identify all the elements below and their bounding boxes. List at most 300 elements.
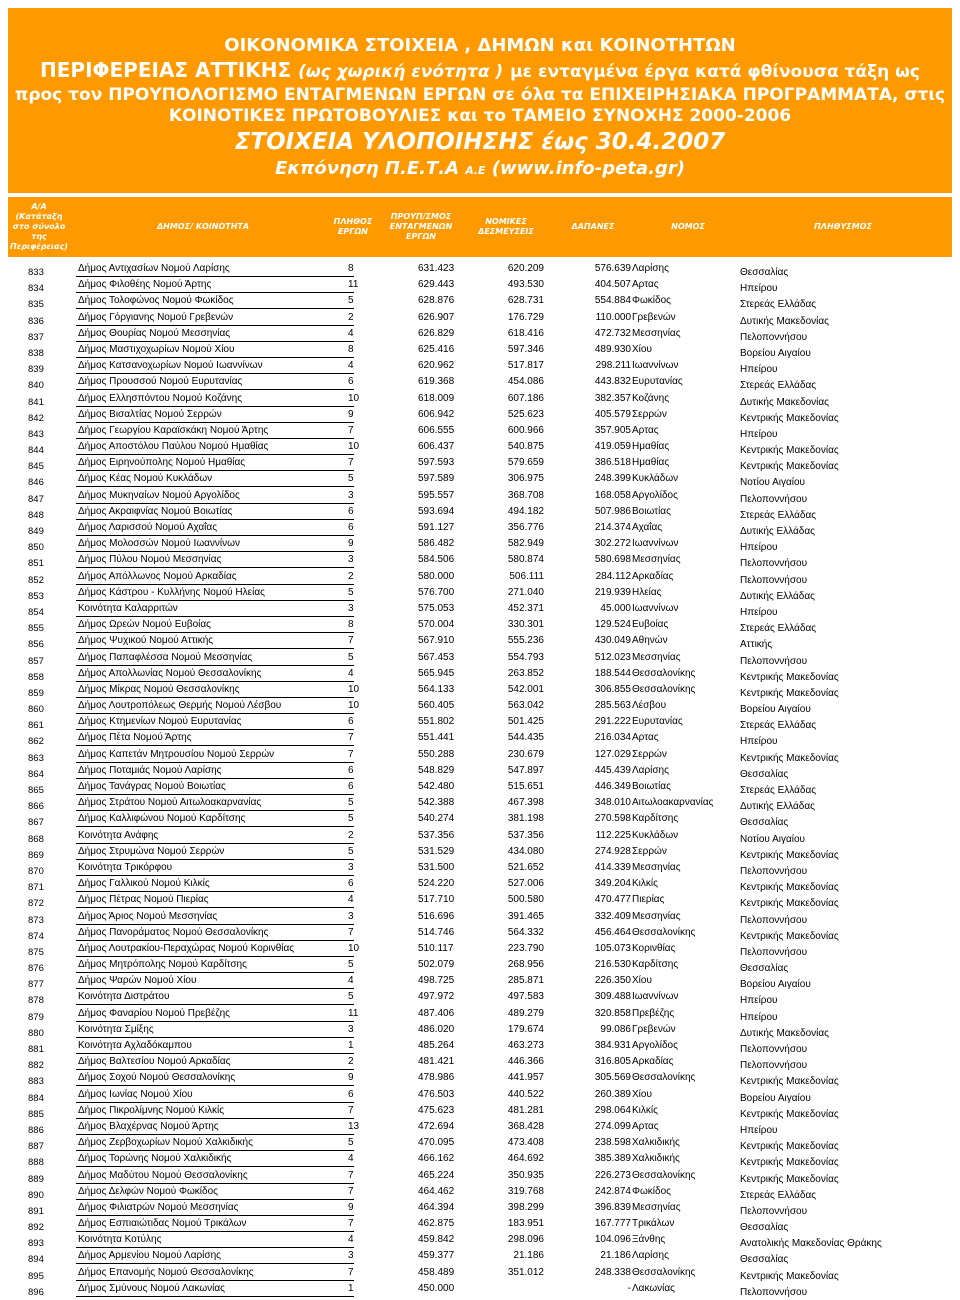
row-legal-commitments: 183.951 bbox=[507, 1218, 544, 1230]
row-budget: 567.910 bbox=[418, 635, 455, 647]
table-row bbox=[0, 1104, 960, 1120]
table-row bbox=[0, 521, 960, 537]
row-budget: 564.133 bbox=[418, 683, 455, 695]
table-row bbox=[0, 634, 960, 650]
row-region: Ηπείρου bbox=[740, 1011, 778, 1023]
table-row bbox=[0, 845, 960, 861]
row-prefecture: Λέσβου bbox=[632, 700, 667, 712]
row-prefecture: Χαλκιδικής bbox=[632, 1153, 680, 1165]
row-expenses: 219.939 bbox=[594, 586, 631, 598]
row-legal-commitments: 544.435 bbox=[507, 732, 544, 744]
row-expenses: 167.777 bbox=[594, 1218, 631, 1230]
col-header-nomos: ΝΟΜΟΣ bbox=[671, 222, 705, 231]
row-region: Κεντρικής Μακεδονίας bbox=[740, 671, 839, 683]
row-budget: 497.972 bbox=[418, 991, 455, 1003]
row-legal-commitments: 434.080 bbox=[507, 845, 544, 857]
row-prefecture: Φωκίδος bbox=[632, 1185, 671, 1197]
table-row bbox=[0, 1007, 960, 1023]
table-row bbox=[0, 1152, 960, 1168]
row-region: Κεντρικής Μακεδονίας bbox=[740, 1157, 839, 1169]
table-row bbox=[0, 311, 960, 327]
row-region: Πελοποννήσου bbox=[740, 914, 808, 926]
row-municipality: Δήμος Γαλλικού Νομού Κιλκίς bbox=[78, 878, 210, 890]
row-divider bbox=[76, 389, 354, 390]
row-rank: 841 bbox=[28, 396, 44, 408]
row-rank: 883 bbox=[28, 1076, 44, 1088]
row-divider bbox=[76, 1296, 354, 1297]
row-project-count: 4 bbox=[348, 667, 354, 679]
row-municipality: Δήμος Μαστιχοχωρίων Νομού Χίου bbox=[78, 343, 235, 355]
row-municipality: Κοινότητα Αχλαδόκαμπου bbox=[78, 1040, 192, 1051]
row-budget: 625.416 bbox=[418, 343, 455, 355]
row-budget: 570.004 bbox=[418, 619, 455, 631]
region-title: ΠΕΡΙΦΕΡΕΙΑΣ ΑΤΤΙΚΗΣ bbox=[40, 58, 292, 82]
row-municipality: Δήμος Τανάγρας Νομού Βοιωτίας bbox=[78, 781, 226, 792]
row-expenses: 129.524 bbox=[594, 619, 631, 631]
row-budget: 485.264 bbox=[418, 1040, 455, 1051]
row-region: Ηπείρου bbox=[740, 428, 778, 440]
row-divider bbox=[76, 357, 354, 358]
row-prefecture: Κυκλάδων bbox=[632, 829, 679, 841]
row-rank: 877 bbox=[28, 979, 44, 991]
row-expenses: 472.732 bbox=[594, 327, 631, 339]
row-rank: 864 bbox=[28, 768, 44, 780]
row-prefecture: Θεσσαλονίκης bbox=[632, 683, 696, 695]
table-row bbox=[0, 456, 960, 472]
row-rank: 859 bbox=[28, 687, 44, 699]
row-legal-commitments: 555.236 bbox=[507, 635, 544, 647]
row-divider bbox=[76, 924, 354, 925]
row-project-count: 5 bbox=[348, 797, 354, 809]
row-legal-commitments: 271.040 bbox=[507, 586, 544, 598]
row-prefecture: Λαρίσης bbox=[632, 263, 669, 274]
row-budget: 466.162 bbox=[418, 1153, 455, 1165]
row-legal-commitments: 179.674 bbox=[507, 1023, 544, 1035]
row-rank: 885 bbox=[28, 1108, 44, 1120]
row-legal-commitments: 497.583 bbox=[507, 991, 544, 1003]
row-divider bbox=[76, 486, 354, 487]
row-legal-commitments: 600.966 bbox=[507, 424, 544, 436]
row-expenses: 306.855 bbox=[594, 683, 631, 695]
row-region: Νοτίου Αιγαίου bbox=[740, 477, 805, 489]
row-legal-commitments: 463.273 bbox=[507, 1040, 544, 1051]
row-budget: 567.453 bbox=[418, 651, 455, 663]
row-municipality: Δήμος Ψυχικού Νομού Αττικής bbox=[78, 635, 214, 647]
row-divider bbox=[76, 875, 354, 876]
row-prefecture: Μεσσηνίας bbox=[632, 327, 681, 339]
row-rank: 893 bbox=[28, 1238, 44, 1250]
row-legal-commitments: 452.371 bbox=[507, 602, 544, 614]
table-row bbox=[0, 570, 960, 586]
row-region: Ανατολικής Μακεδονίας Θράκης bbox=[740, 1238, 882, 1250]
row-legal-commitments: 597.346 bbox=[507, 343, 544, 355]
header-line-5: ΣΤΟΙΧΕΙΑ ΥΛΟΠΟΙΗΣΗΣ έως 30.4.2007 bbox=[234, 129, 726, 155]
row-prefecture: Χίου bbox=[632, 975, 652, 987]
row-legal-commitments: 21.186 bbox=[513, 1250, 544, 1262]
row-prefecture: Βοιωτίας bbox=[632, 505, 671, 517]
row-municipality: Δήμος Αρμενίου Νομού Λαρίσης bbox=[78, 1250, 221, 1262]
row-municipality: Δήμος Βλαχέρνας Νομού Άρτης bbox=[78, 1120, 219, 1132]
row-prefecture: Καρδίτσης bbox=[632, 959, 679, 971]
row-municipality: Δήμος Παπαφλέσσα Νομού Μεσσηνίας bbox=[78, 651, 253, 663]
row-prefecture: Αρκαδίας bbox=[632, 570, 674, 582]
row-municipality: Δήμος Κέας Νομού Κυκλάδων bbox=[78, 473, 213, 485]
row-budget: 565.945 bbox=[418, 667, 455, 679]
row-region: Κεντρικής Μακεδονίας bbox=[740, 752, 839, 764]
table-row bbox=[0, 278, 960, 294]
row-budget: 464.394 bbox=[418, 1201, 455, 1213]
table-row bbox=[0, 990, 960, 1006]
row-municipality: Δήμος Λαρισσού Νομού Αχαΐας bbox=[78, 522, 218, 533]
row-legal-commitments: 441.957 bbox=[507, 1072, 544, 1084]
row-project-count: 5 bbox=[348, 295, 354, 307]
row-expenses: 302.272 bbox=[594, 538, 631, 550]
row-municipality: Δήμος Κάστρου - Κυλλήνης Νομού Ηλείας bbox=[78, 586, 265, 598]
row-budget: 540.274 bbox=[418, 813, 455, 825]
row-divider bbox=[76, 308, 354, 309]
row-legal-commitments: 501.425 bbox=[507, 716, 544, 728]
table-row bbox=[0, 829, 960, 845]
table-row bbox=[0, 392, 960, 408]
row-budget: 548.829 bbox=[418, 764, 455, 776]
row-legal-commitments: 579.659 bbox=[507, 457, 544, 469]
row-divider bbox=[76, 988, 354, 989]
author-suffix: Α.Ε bbox=[465, 164, 486, 177]
row-project-count: 9 bbox=[348, 1072, 354, 1084]
row-rank: 881 bbox=[28, 1044, 44, 1055]
row-expenses: 404.507 bbox=[594, 279, 631, 291]
table-row bbox=[0, 731, 960, 747]
row-prefecture: Αργολίδος bbox=[632, 1040, 678, 1051]
row-expenses: 443.832 bbox=[594, 376, 631, 388]
row-expenses: 110.000 bbox=[595, 311, 631, 323]
row-expenses: 349.204 bbox=[594, 878, 631, 890]
row-region: Ηπείρου bbox=[740, 995, 778, 1007]
row-municipality: Δήμος Στράτου Νομού Αιτωλοακαρνανίας bbox=[78, 797, 262, 809]
row-project-count: 1 bbox=[348, 1282, 354, 1294]
row-prefecture: Αρτας bbox=[632, 732, 659, 744]
row-municipality: Δήμος Πανοράματος Νομού Θεσσαλονίκης bbox=[78, 926, 269, 938]
row-project-count: 11 bbox=[348, 279, 359, 291]
row-region: Στερεάς Ελλάδας bbox=[740, 720, 817, 732]
table-row bbox=[0, 537, 960, 553]
row-rank: 836 bbox=[28, 315, 44, 327]
row-rank: 867 bbox=[28, 817, 44, 829]
row-rank: 878 bbox=[28, 995, 44, 1007]
row-expenses: 242.874 bbox=[594, 1185, 631, 1197]
table-row bbox=[0, 1217, 960, 1233]
row-project-count: 3 bbox=[348, 861, 354, 873]
row-project-count: 3 bbox=[348, 602, 354, 614]
row-divider bbox=[76, 745, 354, 746]
row-legal-commitments: 563.042 bbox=[507, 700, 544, 712]
table-row bbox=[0, 408, 960, 424]
row-expenses: 316.805 bbox=[594, 1056, 631, 1068]
row-budget: 550.288 bbox=[418, 748, 455, 760]
row-region: Θεσσαλίας bbox=[740, 1222, 789, 1234]
table-row bbox=[0, 602, 960, 618]
table-row bbox=[0, 1023, 960, 1039]
row-rank: 888 bbox=[28, 1157, 44, 1169]
row-rank: 852 bbox=[28, 574, 44, 586]
row-prefecture: Αθηνών bbox=[632, 635, 668, 647]
row-prefecture: Ευρυτανίας bbox=[632, 716, 683, 728]
row-expenses: 45.000 bbox=[600, 602, 631, 614]
row-project-count: 8 bbox=[348, 343, 354, 355]
row-project-count: 3 bbox=[348, 910, 354, 922]
row-divider bbox=[76, 600, 354, 601]
row-prefecture: Βοιωτίας bbox=[632, 781, 671, 792]
col-header-expenses: ΔΑΠΑΝΕΣ bbox=[571, 222, 615, 231]
row-budget: 514.746 bbox=[418, 926, 455, 938]
row-project-count: 6 bbox=[348, 376, 354, 388]
row-legal-commitments: 547.897 bbox=[507, 764, 544, 776]
row-expenses: 99.086 bbox=[600, 1023, 631, 1035]
row-divider bbox=[76, 276, 354, 277]
table-row bbox=[0, 893, 960, 909]
row-legal-commitments: 467.398 bbox=[507, 797, 544, 809]
row-project-count: 11 bbox=[348, 1007, 359, 1019]
row-region: Θεσσαλίας bbox=[740, 267, 789, 278]
row-divider bbox=[76, 341, 354, 342]
row-municipality: Δήμος Βαλτεσίου Νομού Αρκαδίας bbox=[78, 1056, 231, 1068]
row-project-count: 7 bbox=[348, 1104, 354, 1116]
row-project-count: 7 bbox=[348, 1185, 354, 1197]
row-region: Στερεάς Ελλάδας bbox=[740, 1189, 817, 1201]
row-budget: 620.962 bbox=[418, 360, 455, 372]
row-divider bbox=[76, 325, 354, 326]
row-region: Πελοποννήσου bbox=[740, 493, 808, 505]
row-expenses: 298.211 bbox=[595, 360, 631, 372]
row-municipality: Δήμος Τορώνης Νομού Χαλκιδικής bbox=[78, 1153, 232, 1165]
row-region: Βορείου Αιγαίου bbox=[740, 704, 811, 716]
row-expenses: 385.389 bbox=[594, 1153, 631, 1165]
row-prefecture: Θεσσαλονίκης bbox=[632, 1266, 696, 1278]
row-legal-commitments: 489.279 bbox=[507, 1007, 544, 1019]
row-project-count: 6 bbox=[348, 1088, 354, 1100]
row-municipality: Δήμος Λουτρακίου-Περαχώρας Νομού Κορινθίας bbox=[78, 942, 295, 954]
row-prefecture: Χαλκιδικής bbox=[632, 1137, 680, 1149]
row-municipality: Δήμος Ψαρών Νομού Χίου bbox=[78, 975, 197, 987]
row-rank: 882 bbox=[28, 1060, 44, 1072]
row-rank: 869 bbox=[28, 849, 44, 861]
row-region: Κεντρικής Μακεδονίας bbox=[740, 930, 839, 942]
row-prefecture: Λαρίσης bbox=[632, 764, 669, 776]
row-region: Κεντρικής Μακεδονίας bbox=[740, 412, 839, 424]
row-budget: 531.529 bbox=[418, 845, 455, 857]
row-project-count: 3 bbox=[348, 489, 354, 501]
row-region: Κεντρικής Μακεδονίας bbox=[740, 1270, 839, 1282]
row-municipality: Δήμος Αποστόλου Παύλου Νομού Ημαθίας bbox=[78, 441, 269, 453]
row-region: Πελοποννήσου bbox=[740, 574, 808, 586]
row-divider bbox=[76, 940, 354, 941]
table-row bbox=[0, 910, 960, 926]
row-expenses: 430.049 bbox=[594, 635, 631, 647]
row-project-count: 4 bbox=[348, 1234, 354, 1246]
row-project-count: 7 bbox=[348, 1169, 354, 1181]
row-divider bbox=[76, 1037, 354, 1038]
row-municipality: Δήμος Κατσανοχωρίων Νομού Ιωαννίνων bbox=[78, 360, 263, 372]
row-budget: 628.876 bbox=[418, 295, 455, 307]
row-budget: 487.406 bbox=[418, 1007, 455, 1019]
row-budget: 626.829 bbox=[418, 327, 455, 339]
row-prefecture: Ημαθίας bbox=[632, 441, 670, 453]
row-budget: 542.480 bbox=[418, 781, 455, 792]
row-municipality: Δήμος Δελφών Νομού Φωκίδος bbox=[78, 1185, 218, 1197]
row-municipality: Κοινότητα Καλαρριτών bbox=[78, 602, 178, 614]
row-rank: 858 bbox=[28, 671, 44, 683]
table-row bbox=[0, 877, 960, 893]
row-region: Δυτικής Μακεδονίας bbox=[740, 315, 829, 327]
row-expenses: 226.350 bbox=[594, 975, 631, 987]
row-rank: 891 bbox=[28, 1205, 44, 1217]
row-budget: 597.593 bbox=[418, 457, 455, 469]
row-budget: 575.053 bbox=[418, 602, 455, 614]
row-expenses: 188.544 bbox=[594, 667, 631, 679]
table-row bbox=[0, 958, 960, 974]
row-rank: 861 bbox=[28, 720, 44, 732]
row-municipality: Δήμος Στρυμώνα Νομού Σερρών bbox=[78, 845, 225, 857]
row-rank: 880 bbox=[28, 1027, 44, 1039]
row-project-count: 2 bbox=[348, 311, 354, 323]
row-expenses: 419.059 bbox=[594, 441, 631, 453]
row-divider bbox=[76, 907, 354, 908]
table-row bbox=[0, 1071, 960, 1087]
row-budget: 560.405 bbox=[418, 700, 455, 712]
row-region: Δυτικής Ελλάδας bbox=[740, 801, 815, 813]
row-budget: 459.842 bbox=[418, 1234, 455, 1246]
row-municipality: Δήμος Καλλιφώνου Νομού Καρδίτσης bbox=[78, 813, 246, 825]
row-expenses: 580.698 bbox=[594, 554, 631, 566]
row-legal-commitments: 554.793 bbox=[507, 651, 544, 663]
row-rank: 895 bbox=[28, 1270, 44, 1282]
row-rank: 870 bbox=[28, 865, 44, 877]
row-rank: 848 bbox=[28, 509, 44, 521]
row-divider bbox=[76, 1166, 354, 1167]
table-row bbox=[0, 505, 960, 521]
row-municipality: Δήμος Τολοφώνος Νομού Φωκίδος bbox=[78, 295, 234, 307]
row-legal-commitments: 319.768 bbox=[507, 1185, 544, 1197]
row-rank: 887 bbox=[28, 1141, 44, 1153]
row-municipality: Δήμος Απολλωνίας Νομού Θεσσαλονίκης bbox=[78, 667, 262, 679]
row-rank: 894 bbox=[28, 1254, 44, 1266]
row-legal-commitments: 350.935 bbox=[507, 1169, 544, 1181]
table-header bbox=[8, 197, 952, 257]
row-region: Κεντρικής Μακεδονίας bbox=[740, 1141, 839, 1153]
row-region: Στερεάς Ελλάδας bbox=[740, 785, 817, 796]
header-line-4: ΚΟΙΝΟΤΙΚΕΣ ΠΡΩΤΟΒΟΥΛΙΕΣ και το ΤΑΜΕΙΟ ΣΥΝΟΧΗΣ 2000-2006 bbox=[168, 106, 792, 126]
row-budget: 542.388 bbox=[418, 797, 455, 809]
row-project-count: 10 bbox=[348, 392, 360, 404]
row-legal-commitments: 620.209 bbox=[507, 263, 544, 274]
row-region: Θεσσαλίας bbox=[740, 963, 789, 975]
row-legal-commitments: 515.651 bbox=[507, 781, 544, 792]
row-prefecture: Τρικάλων bbox=[632, 1218, 675, 1230]
row-legal-commitments: 268.956 bbox=[507, 959, 544, 971]
row-municipality: Δήμος Ζερβοχωρίων Νομού Χαλκιδικής bbox=[78, 1137, 253, 1149]
row-project-count: 2 bbox=[348, 829, 354, 841]
row-expenses: 285.563 bbox=[594, 700, 631, 712]
row-expenses: 414.339 bbox=[594, 861, 631, 873]
row-expenses: 489.930 bbox=[594, 343, 631, 355]
row-budget: 462.875 bbox=[418, 1218, 455, 1230]
header-line-2 bbox=[8, 57, 952, 85]
row-region: Στερεάς Ελλάδας bbox=[740, 380, 817, 392]
row-legal-commitments: 263.852 bbox=[507, 667, 544, 679]
row-prefecture: Ιωαννίνων bbox=[632, 991, 679, 1003]
row-rank: 854 bbox=[28, 606, 44, 618]
row-region: Ηπείρου bbox=[740, 606, 778, 618]
col-header-count: ΠΛΗΘΟΣ ΕΡΓΩΝ bbox=[333, 217, 373, 236]
table-row bbox=[0, 440, 960, 456]
row-rank: 842 bbox=[28, 412, 44, 424]
row-budget: 502.079 bbox=[418, 959, 455, 971]
table-row bbox=[0, 343, 960, 359]
table-row bbox=[0, 748, 960, 764]
row-divider bbox=[76, 956, 354, 957]
row-municipality: Κοινότητα Ανάφης bbox=[78, 829, 159, 841]
row-legal-commitments: 607.186 bbox=[507, 392, 544, 404]
table-row bbox=[0, 618, 960, 634]
row-rank: 847 bbox=[28, 493, 44, 505]
row-divider bbox=[76, 762, 354, 763]
row-legal-commitments: 521.652 bbox=[507, 861, 544, 873]
row-divider bbox=[76, 713, 354, 714]
row-divider bbox=[76, 551, 354, 552]
row-project-count: 7 bbox=[348, 926, 354, 938]
row-project-count: 4 bbox=[348, 975, 354, 987]
row-budget: 597.589 bbox=[418, 473, 455, 485]
table-row bbox=[0, 764, 960, 780]
row-municipality: Δήμος Φιλιατρών Νομού Μεσσηνίας bbox=[78, 1201, 239, 1213]
row-prefecture: Κυκλάδων bbox=[632, 473, 679, 485]
website-link[interactable]: (www.info-peta.gr) bbox=[491, 158, 685, 179]
row-legal-commitments: 494.182 bbox=[507, 505, 544, 517]
row-legal-commitments: 618.416 bbox=[507, 327, 544, 339]
table-row bbox=[0, 1282, 960, 1298]
row-divider bbox=[76, 1085, 354, 1086]
row-budget: 516.696 bbox=[418, 910, 455, 922]
row-region: Ηπείρου bbox=[740, 542, 778, 554]
row-rank: 875 bbox=[28, 946, 44, 958]
row-prefecture: Καρδίτσης bbox=[632, 813, 679, 825]
row-legal-commitments: 464.692 bbox=[507, 1153, 544, 1165]
row-rank: 840 bbox=[28, 380, 44, 392]
row-region: Κεντρικής Μακεδονίας bbox=[740, 882, 839, 894]
row-prefecture: Γρεβενών bbox=[632, 311, 676, 323]
row-divider bbox=[76, 1134, 354, 1135]
row-divider bbox=[76, 859, 354, 860]
table-row bbox=[0, 424, 960, 440]
row-budget: 478.986 bbox=[418, 1072, 455, 1084]
row-divider bbox=[76, 632, 354, 633]
row-budget: 595.557 bbox=[418, 489, 455, 501]
row-municipality: Κοινότητα Διστράτου bbox=[78, 991, 170, 1003]
row-expenses: 214.374 bbox=[594, 522, 631, 533]
row-region: Πελοποννήσου bbox=[740, 558, 808, 570]
row-municipality: Δήμος Μητρόπολης Νομού Καρδίτσης bbox=[78, 959, 247, 971]
row-project-count: 8 bbox=[348, 619, 354, 631]
row-divider bbox=[76, 1069, 354, 1070]
row-project-count: 6 bbox=[348, 522, 354, 533]
row-project-count: 7 bbox=[348, 457, 354, 469]
table-row bbox=[0, 586, 960, 602]
table-row bbox=[0, 1120, 960, 1136]
row-legal-commitments: 582.949 bbox=[507, 538, 544, 550]
row-prefecture: Ιωαννίνων bbox=[632, 538, 679, 550]
row-municipality: Δήμος Εσπιαιώτιδας Νομού Τρικάλων bbox=[78, 1218, 247, 1230]
row-municipality: Δήμος Μυκηναίων Νομού Αργολίδος bbox=[78, 489, 240, 501]
